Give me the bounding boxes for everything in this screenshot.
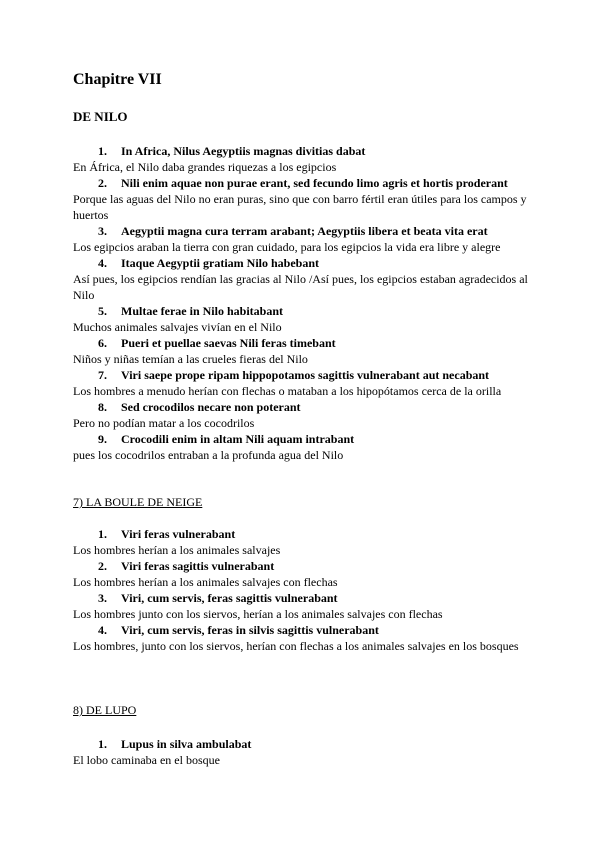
latin-text: Viri saepe prope ripam hippopotamos sagittis vulnerabant aut necabant [121,368,490,382]
latin-text: In Africa, Nilus Aegyptiis magnas divitias dabat [121,144,366,158]
list-item [73,368,528,399]
translation-text: El lobo caminaba en el bosque [73,753,220,767]
list-item [73,176,528,223]
latin-sentence [73,336,528,351]
translation-text: Así pues, los egipcios rendían las gracias al Nilo /Así pues, los egipcios estaban agradecidos al Nilo [73,272,528,302]
latin-sentence [73,144,528,159]
translation-text: Los hombres herían a los animales salvajes [73,543,281,557]
item-number: 5. [98,304,107,318]
item-number: 4. [98,623,107,637]
latin-sentence [73,527,528,542]
item-number: 2. [98,559,107,573]
latin-text: Viri, cum servis, feras in silvis sagittis vulnerabant [121,623,379,637]
latin-sentence [73,304,528,319]
latin-sentence [73,737,528,752]
item-number: 1. [98,737,107,751]
list-item [73,224,528,255]
chapter-title: Chapitre VII [73,71,162,88]
latin-sentence [73,623,528,638]
latin-text: Itaque Aegyptii gratiam Nilo habebant [121,256,320,270]
list-item [73,432,528,463]
translation-text: Los hombres herían a los animales salvajes con flechas [73,575,338,589]
latin-sentence [73,368,528,383]
translation-text: Los hombres a menudo herían con flechas o mataban a los hipopótamos cerca de la orilla [73,384,502,398]
list-item [73,527,528,558]
translation-text: En África, el Nilo daba grandes riquezas a los egipcios [73,160,337,174]
item-number: 8. [98,400,107,414]
latin-text: Multae ferae in Nilo habitabant [121,304,283,318]
latin-text: Viri, cum servis, feras sagittis vulnerabant [121,591,338,605]
item-number: 7. [98,368,107,382]
section-list-de-lupo [73,737,528,769]
latin-sentence [73,224,528,239]
section-list-boule-de-neige [73,527,528,655]
list-item [73,256,528,303]
latin-text: Pueri et puellae saevas Nili feras timebant [121,336,336,350]
list-item [73,623,528,654]
latin-text: Aegyptii magna cura terram arabant; Aegyptiis libera et beata vita erat [121,224,488,238]
list-item [73,336,528,367]
item-number: 2. [98,176,107,190]
item-number: 3. [98,591,107,605]
latin-sentence [73,432,528,447]
item-number: 4. [98,256,107,270]
list-item [73,737,528,768]
section-title-de-lupo: 8) DE LUPO [73,703,137,717]
section-title-de-nilo: DE NILO [73,109,128,124]
list-item [73,304,528,335]
list-item [73,559,528,590]
item-number: 1. [98,144,107,158]
latin-text: Sed crocodilos necare non poterant [121,400,301,414]
latin-sentence [73,400,528,415]
translation-text: Pero no podían matar a los cocodrilos [73,416,255,430]
latin-sentence [73,591,528,606]
latin-text: Crocodili enim in altam Nili aquam intrabant [121,432,355,446]
translation-text: Porque las aguas del Nilo no eran puras, sino que con barro fértil eran útiles para los campos y huertos [73,192,527,222]
translation-text: Los hombres junto con los siervos, herían a los animales salvajes con flechas [73,607,443,621]
section-list-de-nilo [73,144,528,464]
translation-text: pues los cocodrilos entraban a la profunda agua del Nilo [73,448,344,462]
latin-sentence [73,176,528,191]
item-number: 1. [98,527,107,541]
list-item [73,144,528,175]
latin-text: Viri feras sagittis vulnerabant [121,559,275,573]
section-title-boule-de-neige: 7) LA BOULE DE NEIGE [73,495,203,509]
latin-text: Lupus in silva ambulabat [121,737,252,751]
translation-text: Niños y niñas temían a las crueles fieras del Nilo [73,352,308,366]
latin-text: Nili enim aquae non purae erant, sed fecundo limo agris et hortis proderant [121,176,508,190]
translation-text: Muchos animales salvajes vivían en el Nilo [73,320,282,334]
latin-sentence [73,256,528,271]
latin-sentence [73,559,528,574]
translation-text: Los egipcios araban la tierra con gran cuidado, para los egipcios la vida era libre y alegre [73,240,501,254]
list-item [73,591,528,622]
item-number: 9. [98,432,107,446]
latin-text: Viri feras vulnerabant [121,527,236,541]
item-number: 6. [98,336,107,350]
translation-text: Los hombres, junto con los siervos, herían con flechas a los animales salvajes en los bosques [73,639,519,653]
list-item [73,400,528,431]
item-number: 3. [98,224,107,238]
